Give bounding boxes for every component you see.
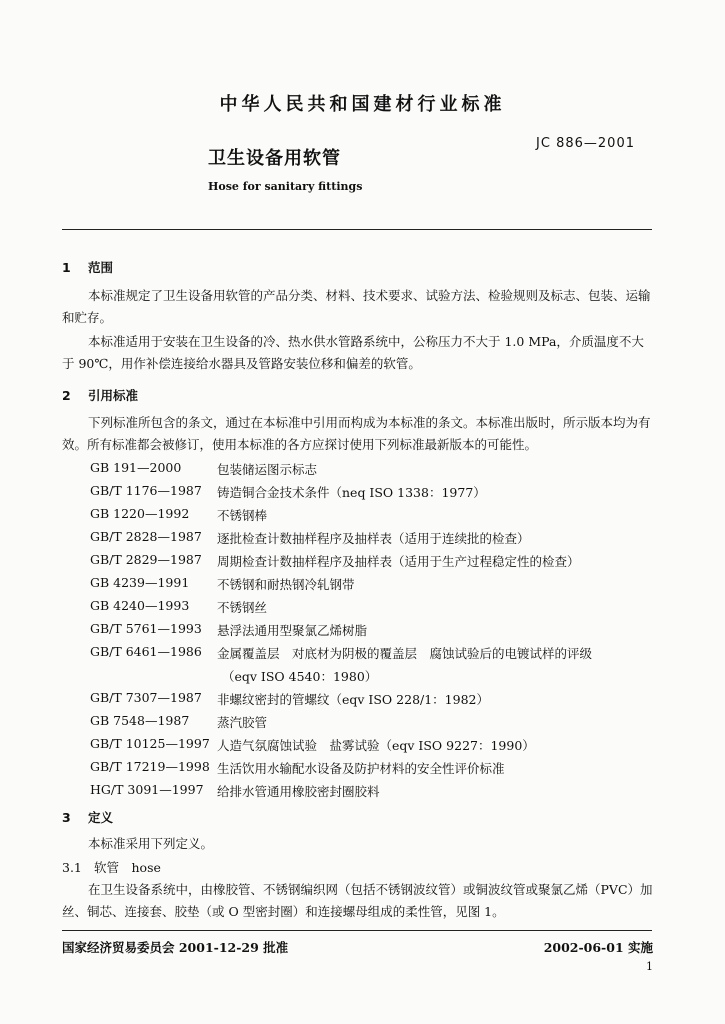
reference-title: 生活饮用水输配水设备及防护材料的安全性评价标准 [217,761,505,776]
reference-title: （eqv ISO 4540：1980） [222,669,378,684]
document-title-en: Hose for sanitary fittings [208,180,363,193]
header-rule [62,229,652,230]
organization-title: 中华人民共和国建材行业标准 [219,94,506,115]
reference-code: GB 1220—1992 [90,506,190,521]
reference-title: 不锈钢丝 [217,600,268,615]
reference-code: GB/T 17219—1998 [90,759,210,774]
reference-code: GB 4240—1993 [90,598,190,613]
section-3-heading: 3 定义 [62,810,114,825]
reference-code: GB/T 2828—1987 [90,529,202,544]
reference-code: GB/T 10125—1997 [90,736,210,751]
section-2-paragraph: 下列标准所包含的条文，通过在本标准中引用而构成为本标准的条文。本标准出版时，所示版本均为有效。所有标准都会被修订，使用本标准的各方应探讨使用下列标准最新版本的可能性。 [62,415,651,452]
reference-title: 逐批检查计数抽样程序及抽样表（适用于连续批的检查） [217,531,530,546]
footer-rule [62,930,652,931]
reference-title: 不锈钢棒 [217,508,268,523]
reference-code: GB/T 5761—1993 [90,621,202,636]
reference-title: 悬浮法通用型聚氯乙烯树脂 [217,623,368,638]
standard-code: JC 886—2001 [536,136,635,151]
reference-title: 周期检查计数抽样程序及抽样表（适用于生产过程稳定性的检查） [217,554,580,569]
section-1-paragraph: 本标准适用于安装在卫生设备的冷、热水供水管路系统中，公称压力不大于 1.0 MPa，介质温度不大于 90℃，用作补偿连接给水器具及管路安装位移和偏差的软管。 [62,334,644,371]
document-title: 卫生设备用软管 [208,148,341,169]
reference-title: 人造气氛腐蚀试验 盐雾试验（eqv ISO 9227：1990） [217,738,535,753]
reference-title: 不锈钢和耐热钢冷轧钢带 [217,577,355,592]
reference-title: 非螺纹密封的管螺纹（eqv ISO 228/1：1982） [217,692,489,707]
reference-title: 包装储运图示标志 [217,462,318,477]
reference-code: GB/T 7307—1987 [90,690,202,705]
reference-title: 金属覆盖层 对底材为阴极的覆盖层 腐蚀试验后的电镀试样的评级 [217,646,593,661]
reference-code: GB 7548—1987 [90,713,190,728]
section-3-1-heading: 3.1 软管 hose [62,860,161,875]
section-1-paragraph: 本标准规定了卫生设备用软管的产品分类、材料、技术要求、试验方法、检验规则及标志、包装、运输和贮存。 [62,288,651,325]
reference-code: GB/T 1176—1987 [90,483,202,498]
reference-code: HG/T 3091—1997 [90,782,204,797]
reference-code: GB 191—2000 [90,460,182,475]
section-3-paragraph: 本标准采用下列定义。 [88,836,214,851]
section-3-1-paragraph: 在卫生设备系统中，由橡胶管、不锈钢编织网（包括不锈钢波纹管）或铜波纹管或聚氯乙烯（PVC）加丝、铜芯、连接套、胶垫（或 O 型密封圈）和连接螺母组成的柔性管，见图 1。 [62,882,653,919]
reference-code: GB/T 2829—1987 [90,552,202,567]
section-1-heading: 1 范围 [62,260,114,275]
reference-code: GB 4239—1991 [90,575,190,590]
reference-title: 铸造铜合金技术条件（neq ISO 1338：1977） [217,485,486,500]
reference-title: 给排水管通用橡胶密封圈胶料 [217,784,380,799]
approval-note: 国家经济贸易委员会 2001-12-29 批准 [62,940,289,955]
section-2-heading: 2 引用标准 [62,388,139,403]
reference-code: GB/T 6461—1986 [90,644,202,659]
implementation-note: 2002-06-01 实施 [543,940,653,955]
page-number: 1 [646,960,653,973]
reference-title: 蒸汽胶管 [217,715,268,730]
